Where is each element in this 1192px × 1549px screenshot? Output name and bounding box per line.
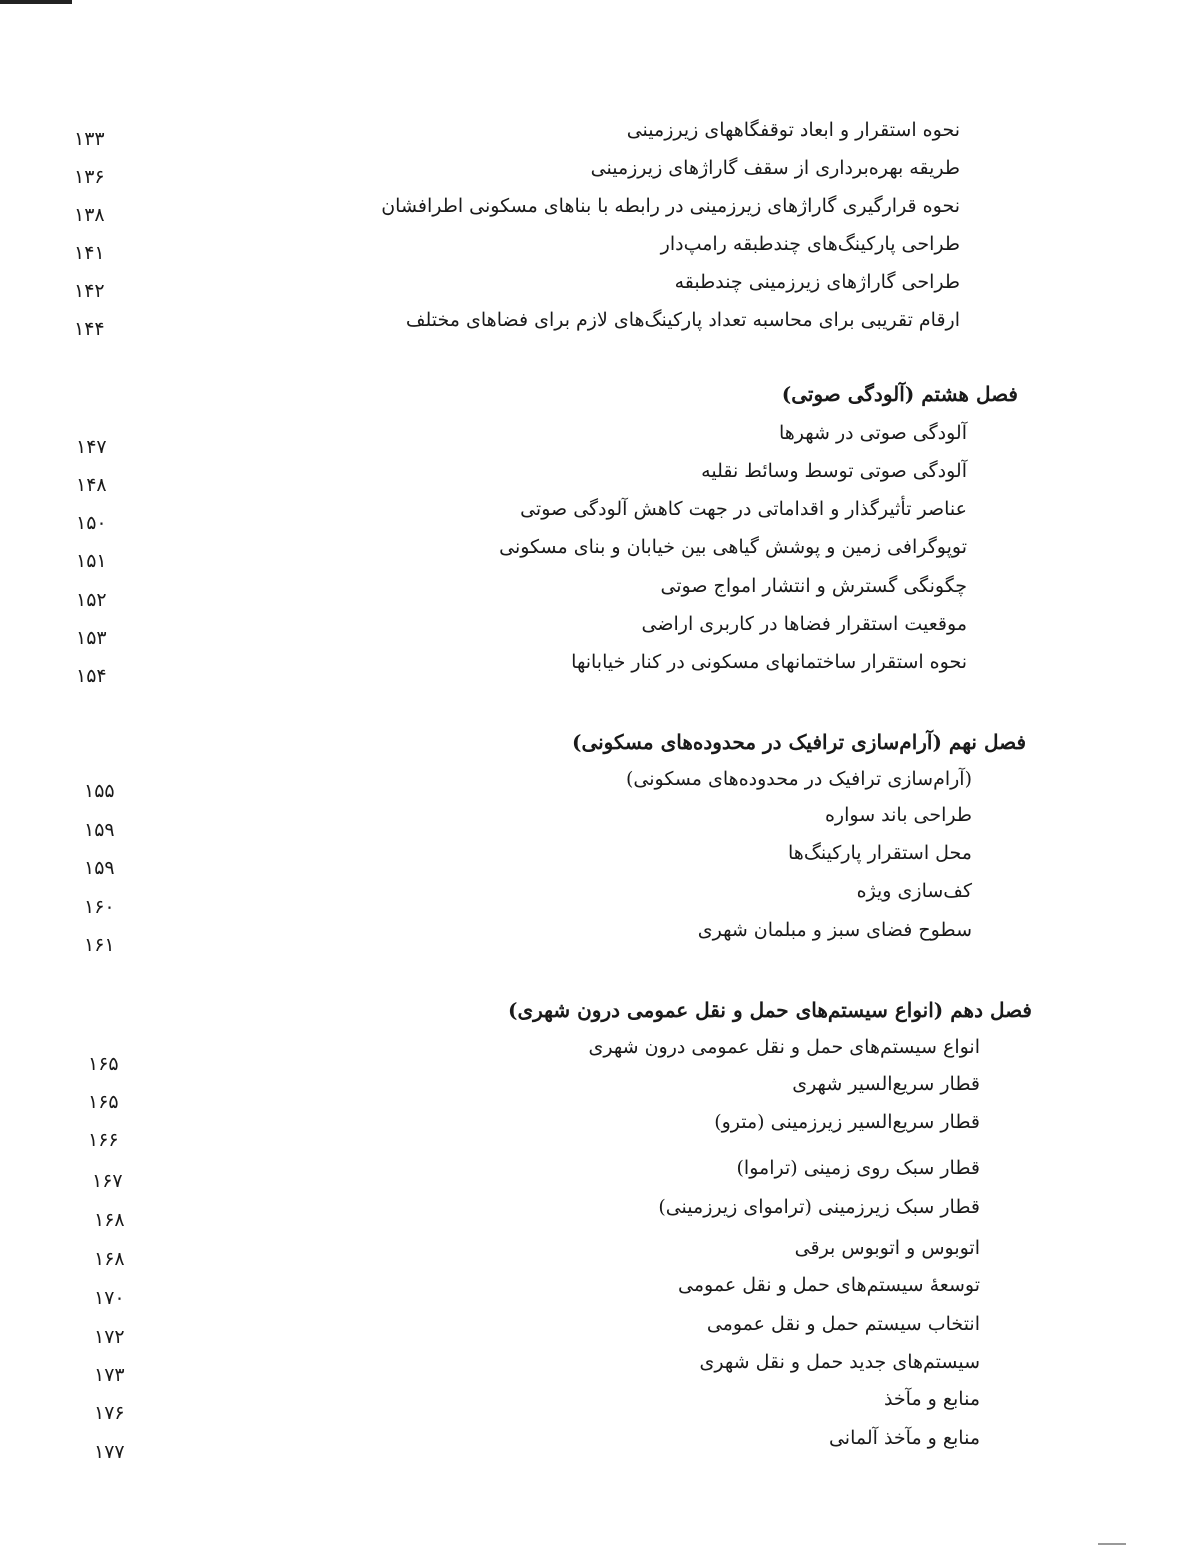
toc-entry-page: ۱۷۶ (94, 1402, 125, 1424)
toc-entry-page: ۱۴۱ (74, 242, 105, 264)
toc-entry-page: ۱۶۰ (84, 896, 115, 918)
toc-entry-title: آلودگی صوتی توسط وسائط نقلیه (701, 460, 967, 482)
chapter-heading: فصل هشتم (آلودگی صوتی) (781, 382, 1018, 406)
toc-entry-page: ۱۵۹ (84, 857, 115, 879)
toc-entry-title: طریقه بهره‌برداری از سقف گاراژهای زیرزمینی (590, 157, 960, 179)
chapter-heading: فصل دهم (انواع سیستم‌های حمل و نقل عمومی درون شهری) (508, 998, 1032, 1022)
toc-entry-page: ۱۷۰ (94, 1287, 125, 1309)
toc-entry-title: قطار سریع‌السیر زیرزمینی (مترو) (714, 1111, 980, 1133)
scan-edge-mark-bottom (1098, 1543, 1126, 1545)
chapter-heading: فصل نهم (آرام‌سازی ترافیک در محدوده‌های مسکونی) (571, 730, 1026, 754)
toc-entry-title: ارقام تقریبی برای محاسبه تعداد پارکینگ‌های لازم برای فضاهای مختلف (405, 309, 960, 331)
toc-entry-page: ۱۶۷ (92, 1170, 123, 1192)
toc-entry-title: موقعیت استقرار فضاها در کاربری اراضی (641, 613, 967, 635)
toc-entry-page: ۱۶۸ (94, 1209, 125, 1231)
toc-entry-page: ۱۶۸ (94, 1248, 125, 1270)
toc-entry-title: انتخاب سیستم حمل و نقل عمومی (706, 1313, 980, 1335)
toc-entry-page: ۱۵۱ (76, 550, 107, 572)
toc-entry-title: سیستم‌های جدید حمل و نقل شهری (699, 1351, 980, 1373)
toc-entry-title: منابع و مآخذ آلمانی (828, 1427, 980, 1449)
toc-entry-title: اتوبوس و اتوبوس برقی (794, 1237, 980, 1259)
toc-entry-title: منابع و مآخذ (883, 1388, 980, 1410)
toc-entry-title: عناصر تأثیرگذار و اقداماتی در جهت کاهش آلودگی صوتی (520, 498, 967, 520)
toc-entry-title: کف‌سازی ویژه (856, 880, 972, 902)
toc-entry-title: چگونگی گسترش و انتشار امواج صوتی (660, 575, 967, 597)
toc-entry-page: ۱۶۶ (88, 1129, 119, 1151)
toc-entry-page: ۱۵۰ (76, 512, 107, 534)
toc-entry-title: توپوگرافی زمین و پوشش گیاهی بین خیابان و بنای مسکونی (499, 536, 967, 558)
toc-entry-page: ۱۴۸ (76, 474, 107, 496)
toc-entry-page: ۱۶۵ (88, 1091, 119, 1113)
toc-entry-title: نحوه استقرار و ابعاد توقفگاههای زیرزمینی (626, 119, 960, 141)
toc-entry-page: ۱۴۲ (74, 280, 105, 302)
toc-entry-page: ۱۳۳ (74, 128, 105, 150)
toc-entry-page: ۱۷۳ (94, 1364, 125, 1386)
scan-edge-mark (0, 0, 72, 4)
toc-entry-page: ۱۶۵ (88, 1053, 119, 1075)
toc-entry-title: طراحی گاراژهای زیرزمینی چندطبقه (674, 271, 960, 293)
toc-entry-page: ۱۵۲ (76, 589, 107, 611)
toc-entry-title: (آرام‌سازی ترافیک در محدوده‌های مسکونی) (626, 768, 972, 790)
toc-entry-title: محل استقرار پارکینگ‌ها (788, 842, 972, 864)
toc-entry-title: نحوه قرارگیری گاراژهای زیرزمینی در رابطه با بناهای مسکونی اطرافشان (381, 195, 960, 217)
toc-entry-title: توسعهٔ سیستم‌های حمل و نقل عمومی (678, 1274, 980, 1296)
toc-entry-title: طراحی پارکینگ‌های چندطبقه رامپ‌دار (660, 233, 960, 255)
toc-entry-title: انواع سیستم‌های حمل و نقل عمومی درون شهری (588, 1036, 980, 1058)
toc-entry-page: ۱۷۷ (94, 1441, 125, 1463)
toc-entry-page: ۱۵۳ (76, 627, 107, 649)
toc-entry-page: ۱۷۲ (94, 1326, 125, 1348)
toc-entry-page: ۱۴۴ (74, 318, 105, 340)
toc-entry-page: ۱۵۵ (84, 780, 115, 802)
toc-entry-title: طراحی باند سواره (824, 804, 972, 826)
toc-entry-title: سطوح فضای سبز و مبلمان شهری (697, 919, 972, 941)
toc-entry-page: ۱۶۱ (84, 934, 115, 956)
toc-entry-title: قطار سبک روی زمینی (تراموا) (736, 1157, 980, 1179)
toc-entry-page: ۱۴۷ (76, 436, 107, 458)
toc-entry-page: ۱۳۸ (74, 204, 105, 226)
toc-entry-title: قطار سبک زیرزمینی (ترامواى زیرزمینی) (658, 1196, 980, 1218)
toc-entry-title: قطار سریع‌السیر شهری (792, 1073, 980, 1095)
toc-entry-title: آلودگی صوتی در شهرها (778, 422, 967, 444)
toc-entry-page: ۱۵۴ (76, 665, 107, 687)
toc-entry-page: ۱۳۶ (74, 166, 105, 188)
toc-entry-page: ۱۵۹ (84, 819, 115, 841)
toc-entry-title: نحوه استقرار ساختمانهای مسکونی در کنار خیابانها (571, 651, 967, 673)
